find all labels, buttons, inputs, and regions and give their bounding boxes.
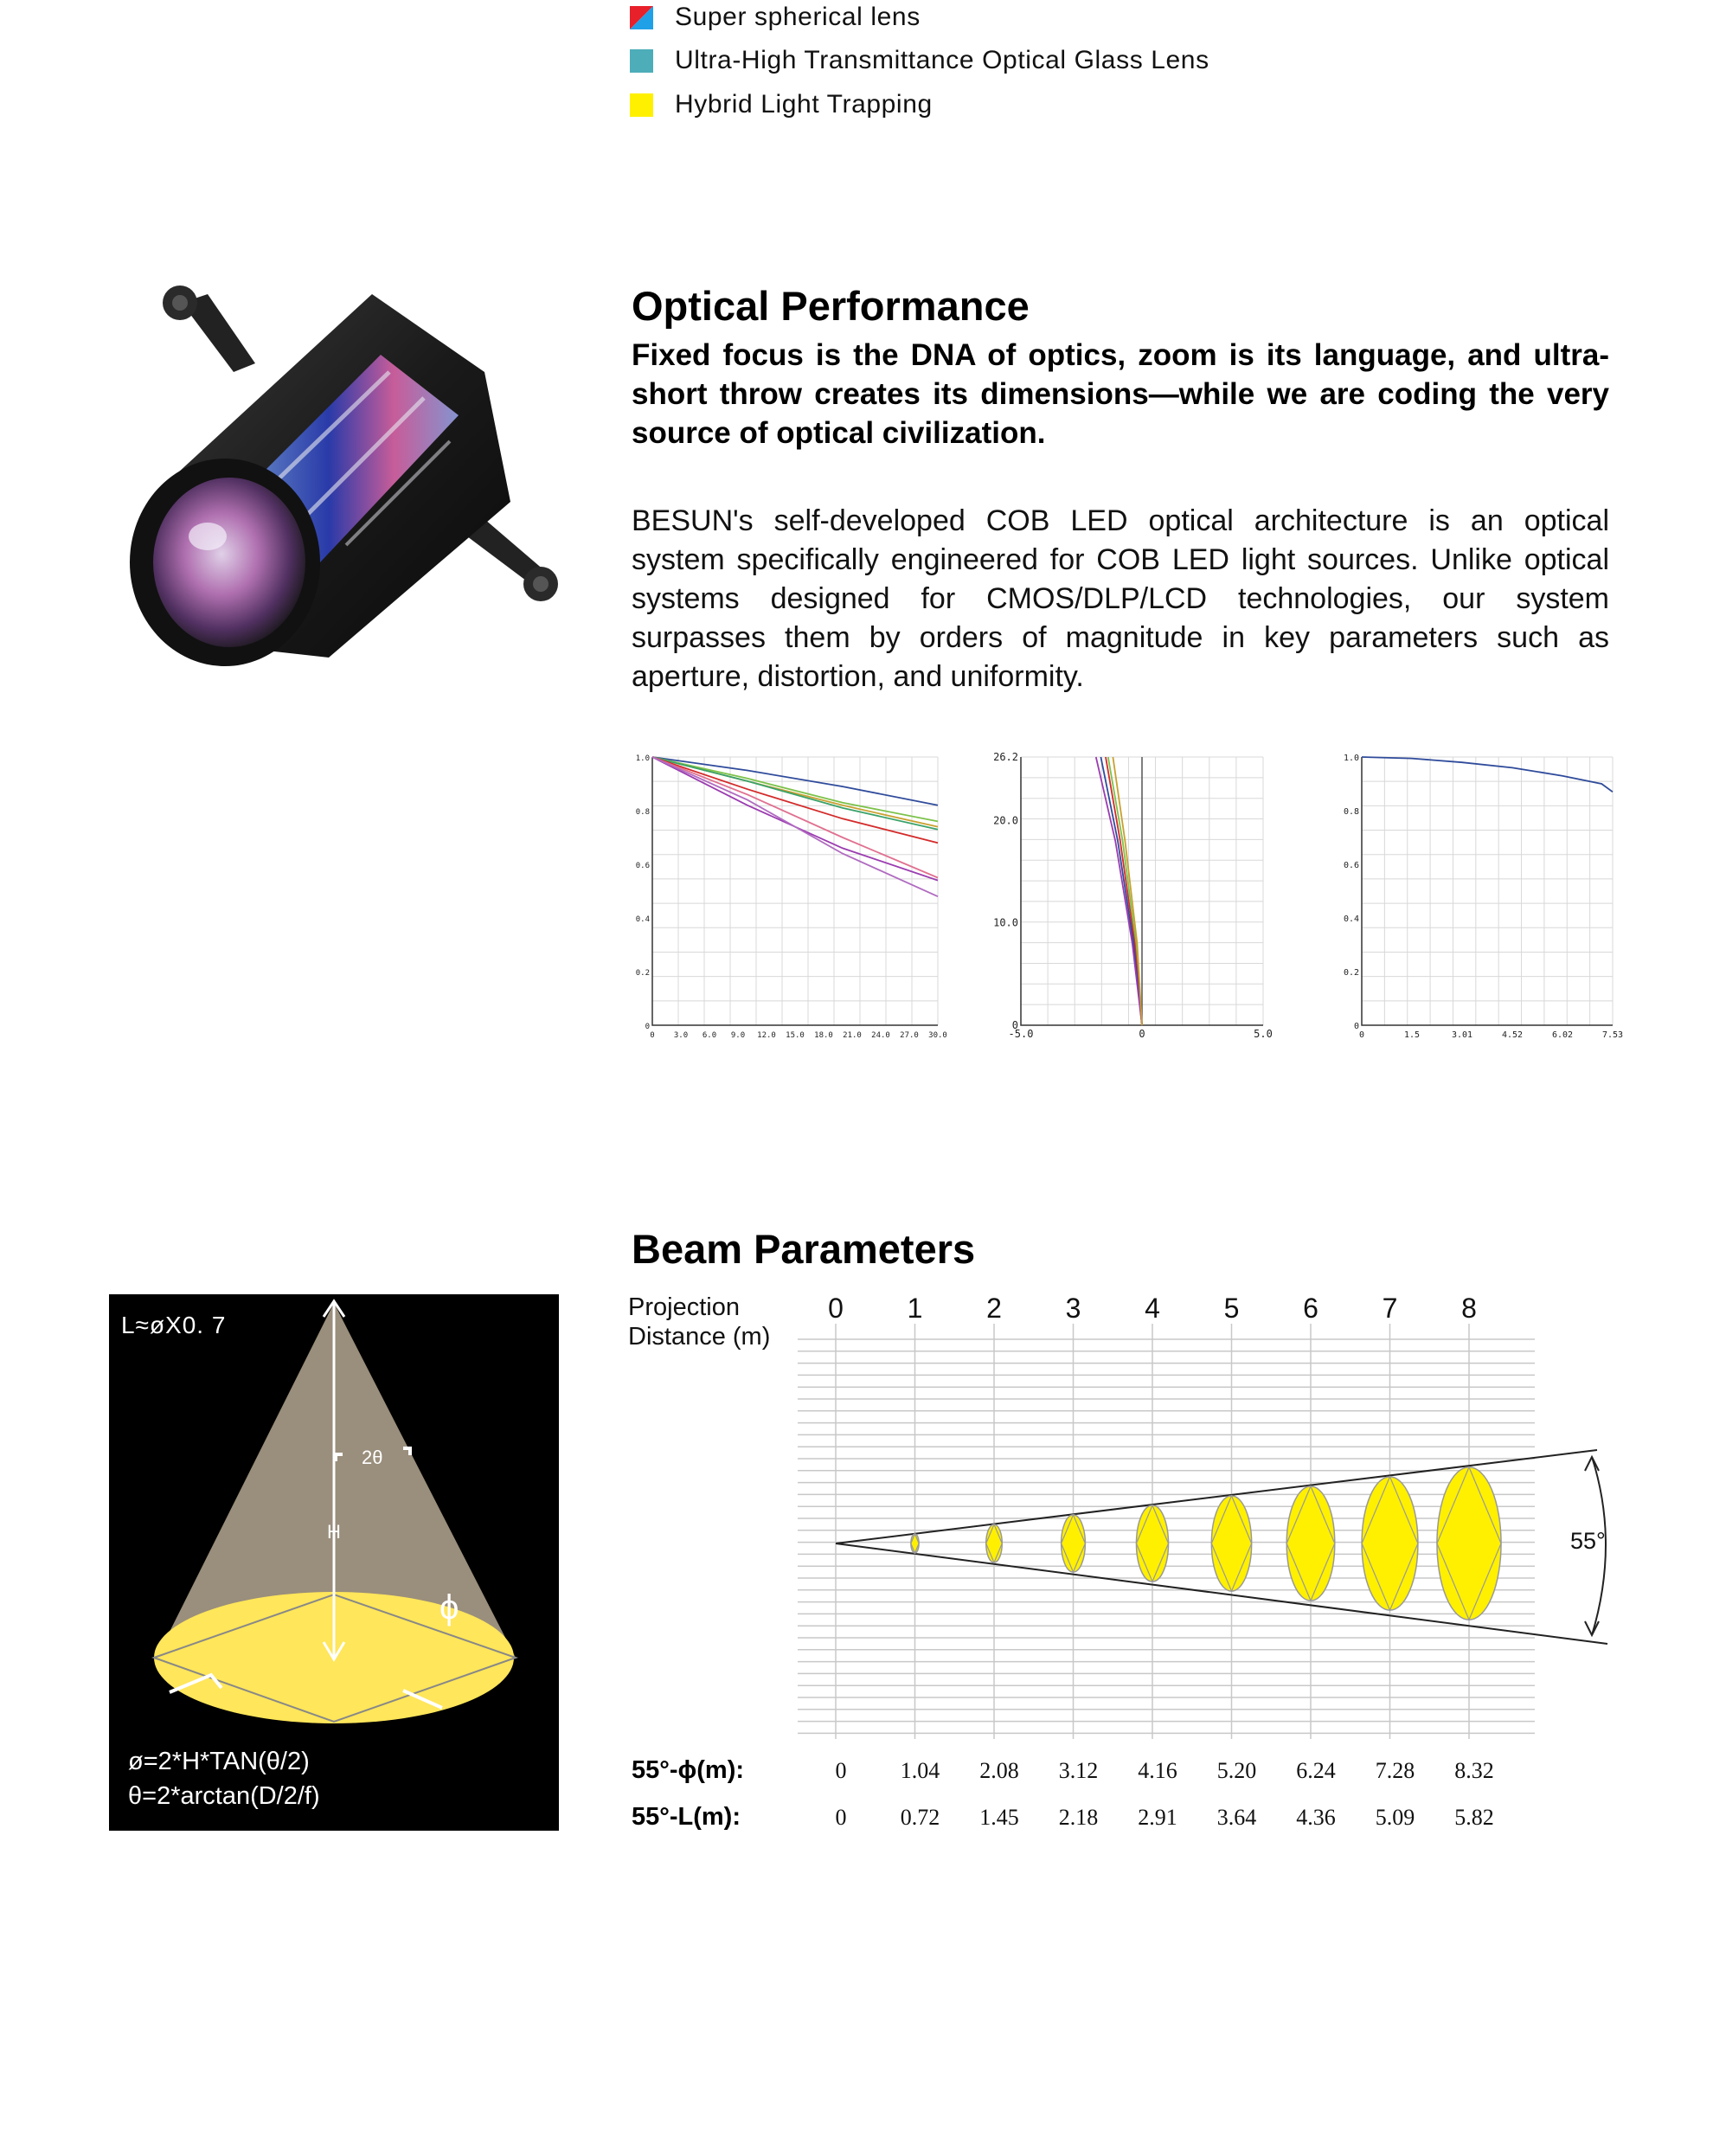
mtf-chart: [632, 744, 952, 1051]
distance-number: 1: [907, 1293, 923, 1324]
cone-formula-top: L≈øX0. 7: [121, 1312, 227, 1338]
row1-value: 0: [835, 1758, 847, 1783]
beam-spot: [1362, 1477, 1418, 1610]
cone-diameter-label: ϕ: [439, 1588, 459, 1627]
x-tick-label: 3.0: [673, 1031, 689, 1040]
row1-value: 8.32: [1454, 1758, 1494, 1783]
chart-axis: [1362, 757, 1613, 1025]
projection-distance-label: [628, 1293, 770, 1351]
x-tick-label: 24.0: [871, 1031, 890, 1040]
x-tick-label: 1.5: [1403, 1030, 1421, 1040]
row2-value: 1.45: [979, 1805, 1019, 1830]
y-tick-label: 0.4: [635, 915, 650, 924]
row1-value: 5.20: [1216, 1758, 1257, 1783]
row2-value: 5.09: [1375, 1805, 1415, 1830]
beam-spot: [1211, 1496, 1251, 1591]
distance-number: 4: [1145, 1293, 1160, 1324]
y-tick-label: 1.0: [1343, 754, 1359, 763]
x-tick-label: 0: [1139, 1028, 1145, 1040]
legend-item-super-spherical: [630, 0, 921, 35]
x-tick-label: -5.0: [1008, 1028, 1034, 1040]
series-line: [652, 757, 938, 821]
x-tick-label: 3.01: [1451, 1030, 1473, 1040]
row1-value: 4.16: [1138, 1758, 1177, 1783]
distortion-chart: [986, 744, 1298, 1051]
y-tick-label: 0.8: [1343, 807, 1359, 817]
optical-lead-text: Fixed focus is the DNA of optics, zoom is its language, and ultra-short throw creates its dimensions—while we are coding the very source of optical civilization.: [632, 338, 1609, 450]
distance-number: 6: [1303, 1293, 1318, 1324]
legend-label: Super spherical lens: [675, 3, 921, 31]
legend-item-glass-lens: [630, 43, 1209, 78]
x-tick-label: 12.0: [757, 1031, 776, 1040]
y-tick-label: 20.0: [993, 814, 1018, 827]
y-tick-label: 1.0: [635, 754, 650, 763]
x-tick-label: 6.02: [1551, 1030, 1574, 1040]
beam-spot: [1062, 1515, 1086, 1572]
x-tick-label: 30.0: [928, 1031, 947, 1040]
split-red-blue-square-icon: [630, 6, 653, 29]
cone-angle-label: 2θ: [362, 1447, 383, 1468]
projection-label-line-2: Distance (m): [628, 1323, 771, 1351]
x-tick-label: 15.0: [786, 1031, 805, 1040]
optical-body-text: BESUN's self-developed COB LED optical architecture is an optical system specifically engineered for COB LED light sources. Unlike optical systems designed for CMOS/DLP/LCD technologies, our system surpasses them by orders of magnitude in key parameters such as aperture, distortion, and uniformity.: [632, 504, 1609, 693]
distance-number: 8: [1461, 1293, 1477, 1324]
y-tick-label: 0.2: [1343, 968, 1359, 978]
beam-spot: [986, 1524, 1003, 1562]
x-tick-label: 0: [1358, 1030, 1365, 1040]
teal-square-icon: [630, 49, 653, 73]
y-tick-label: 26.2: [993, 751, 1018, 763]
x-tick-label: 6.0: [702, 1031, 717, 1040]
x-tick-label: 0: [650, 1031, 655, 1040]
yellow-square-icon: [630, 93, 653, 117]
x-tick-label: 9.0: [730, 1031, 746, 1040]
row1-value: 6.24: [1296, 1758, 1336, 1783]
y-tick-label: 0: [645, 1023, 650, 1031]
beam-diagram: [779, 1324, 1626, 1739]
y-tick-label: 0.8: [635, 808, 650, 817]
row1-value: 7.28: [1375, 1758, 1415, 1783]
legend-label: Ultra-High Transmittance Optical Glass Lens: [675, 46, 1209, 74]
distance-number: 5: [1223, 1293, 1240, 1324]
distance-number: 2: [986, 1293, 1002, 1324]
beam-spot: [911, 1534, 919, 1553]
row2-value: 2.91: [1138, 1805, 1177, 1830]
lens-cutaway-illustration: [104, 277, 588, 692]
y-tick-label: 0: [1011, 1019, 1018, 1031]
cone-formula-2: θ=2*arctan(D/2/f): [128, 1782, 320, 1810]
x-tick-label: 4.52: [1501, 1030, 1524, 1040]
row2-value: 4.36: [1296, 1805, 1336, 1830]
legend-label: Hybrid Light Trapping: [675, 90, 933, 119]
legend-item-light-trapping: [630, 87, 933, 122]
optical-performance-title: Optical Performance: [632, 283, 1030, 329]
distance-number: 0: [828, 1293, 844, 1324]
x-tick-label: 7.53: [1601, 1030, 1624, 1040]
beam-spot: [1136, 1505, 1168, 1582]
beam-spot: [1437, 1467, 1501, 1620]
distance-number: 7: [1382, 1293, 1398, 1324]
series-line: [1362, 757, 1613, 792]
cone-formula-1: ø=2*H*TAN(θ/2): [128, 1748, 310, 1775]
y-tick-label: 0.6: [635, 862, 650, 870]
row2-value: 2.18: [1058, 1805, 1099, 1830]
projection-label-line-1: Projection: [628, 1293, 740, 1321]
beam-angle-label: 55°: [1570, 1528, 1606, 1554]
y-tick-label: 0: [1353, 1022, 1359, 1031]
cone-height-label: H: [327, 1521, 341, 1543]
y-tick-label: 0.4: [1343, 914, 1359, 924]
x-tick-label: 27.0: [900, 1031, 919, 1040]
y-tick-label: 10.0: [993, 916, 1018, 929]
row2-value: 5.82: [1454, 1805, 1494, 1830]
distance-number: 3: [1065, 1293, 1081, 1324]
beam-spot: [1286, 1486, 1335, 1601]
x-tick-label: 18.0: [814, 1031, 833, 1040]
y-tick-label: 0.6: [1343, 861, 1359, 870]
row1-value: 3.12: [1058, 1758, 1099, 1783]
row1-label: 55°-ɸ(m):: [632, 1756, 745, 1784]
row2-value: 3.64: [1216, 1805, 1257, 1830]
beam-parameters-title: Beam Parameters: [632, 1226, 976, 1272]
series-line: [1100, 757, 1142, 1025]
row2-label: 55°-L(m):: [632, 1803, 741, 1831]
x-tick-label: 21.0: [843, 1031, 862, 1040]
cone-diagram: [109, 1294, 559, 1831]
row2-value: 0: [835, 1805, 847, 1830]
relative-illumination-chart: [1332, 744, 1626, 1051]
row1-value: 2.08: [979, 1758, 1019, 1783]
row2-value: 0.72: [900, 1805, 940, 1830]
y-tick-label: 0.2: [635, 969, 650, 978]
x-tick-label: 5.0: [1254, 1028, 1273, 1040]
row1-value: 1.04: [900, 1758, 940, 1783]
